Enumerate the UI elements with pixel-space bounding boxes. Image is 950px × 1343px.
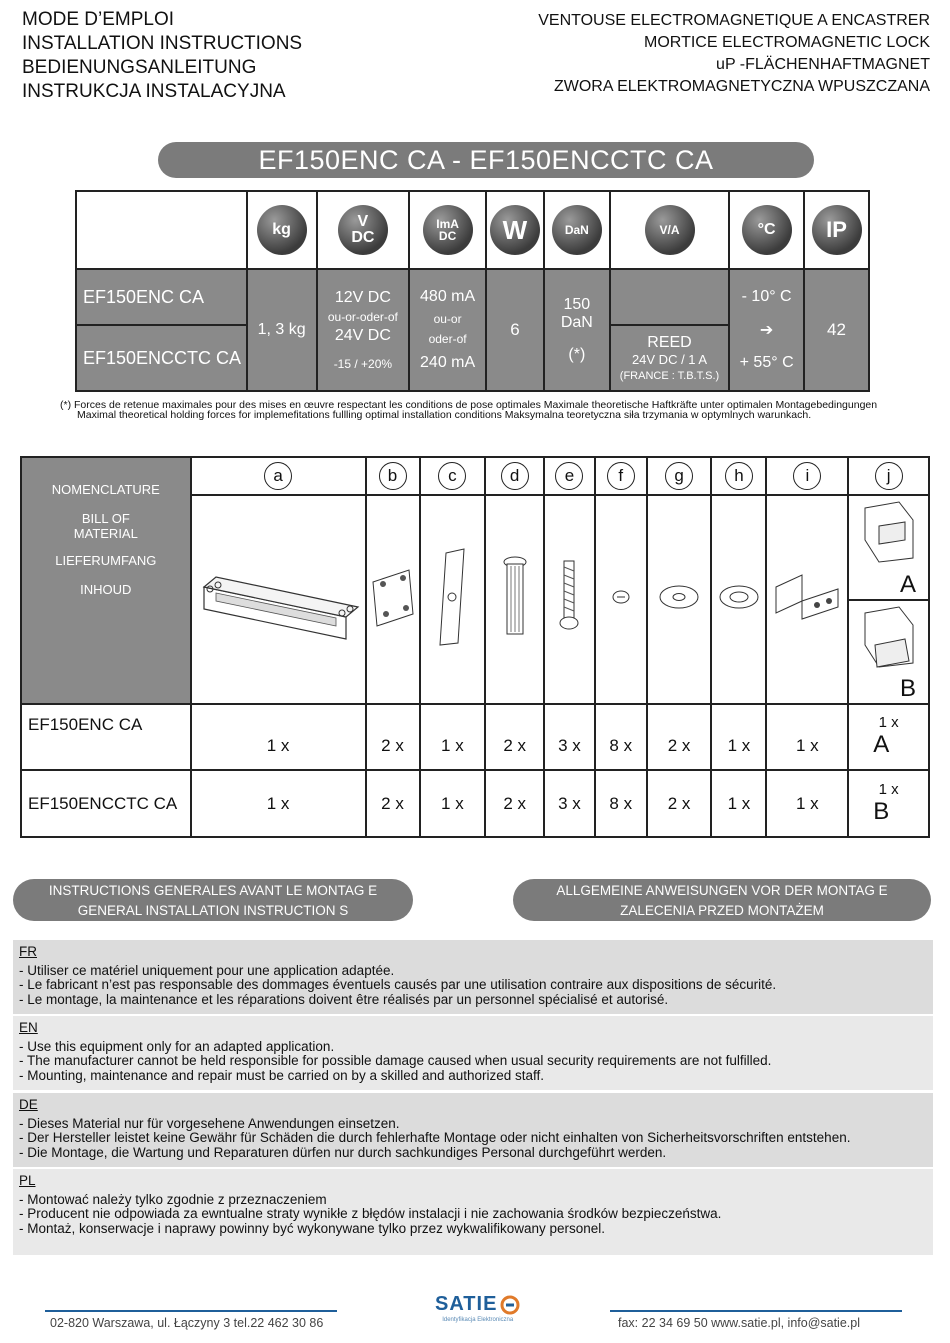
magnet-body-icon: [196, 547, 361, 647]
bom-model: EF150ENC CA: [21, 704, 191, 771]
instruction-line: - Mounting, maintenance and repair must be carried on by a skilled and authorized staff.: [19, 1067, 545, 1083]
part-d-drawing: [485, 495, 544, 703]
item-letter: i: [793, 462, 821, 490]
footer-line-right: [610, 1310, 902, 1312]
instruction-line: - Dieses Material nur für vorgesehene Anwendungen einsetzen.: [19, 1115, 400, 1131]
qty-cell: 1 x: [711, 704, 766, 771]
header-right: [538, 10, 930, 98]
model-name: EF150ENC CA: [76, 269, 247, 325]
qty-cell: 1 x: [191, 704, 366, 771]
instruction-line: - Use this equipment only for an adapted application.: [19, 1038, 335, 1054]
product-title: EF150ENC CA - EF150ENCCTC CA: [158, 142, 814, 178]
footnote: (*) Forces de retenue maximales pour des mises en œuvre respectant les conditions de pose optimales Maximale theoretische Haftkräfte unter optimalen Montagebedingungen: [60, 399, 878, 411]
small-screw-icon: [609, 585, 633, 609]
footer-contact: fax: 22 34 69 50 www.satie.pl, info@satie.pl: [618, 1316, 860, 1330]
qty-cell: 1 x: [766, 704, 848, 771]
lang-code: FR: [19, 944, 37, 959]
footer-line-left: [45, 1310, 337, 1312]
armature-icon: [432, 547, 472, 647]
plate-icon: [369, 562, 417, 632]
item-letter: h: [725, 462, 753, 490]
instructions-fr: [13, 940, 933, 1014]
instructions-pill-left: INSTRUCTIONS GENERALES AVANT LE MONTAG E GENERAL INSTALLATION INSTRUCTION S: [13, 879, 413, 921]
ip-icon: IP: [812, 205, 862, 255]
spec-header-blank: [76, 191, 247, 269]
logo-text: SATIE: [435, 1293, 498, 1315]
item-letter: c: [438, 462, 466, 490]
switch-icon: V/A: [645, 205, 695, 255]
qty-cell: 2 x: [485, 770, 544, 837]
bracket-icon: [772, 567, 842, 627]
instructions-pl: [13, 1169, 933, 1255]
screw-icon: [554, 557, 584, 637]
spec-voltage: 12V DC ou-or-oder-of 24V DC -15 / +20%: [317, 269, 410, 391]
qty-cell: 2 x: [647, 704, 712, 771]
satie-logo: [435, 1293, 520, 1323]
bom-labels: NOMENCLATURE BILL OF MATERIAL LIEFERUMFANG INHOUD: [21, 457, 191, 704]
part-e-drawing: [544, 495, 595, 703]
cover-icon: [859, 605, 919, 671]
spec-temperature: - 10° C ➔ + 55° C: [729, 269, 804, 391]
instruction-line: - Le montage, la maintenance et les réparations doivent être réalisés par un personnel spécialisé et autorisé.: [19, 991, 669, 1007]
washer-icon: [657, 582, 701, 612]
lang-code: PL: [19, 1173, 36, 1188]
footnote: Maximal theoretical holding forces for implemefitations fullling optimal installation conditions Maksymalna teoretyczna siła trzymania w optymlnych warunkach.: [77, 409, 812, 421]
qty-cell: 1 x: [420, 770, 486, 837]
spec-reed: REED 24V DC / 1 A (FRANCE : T.B.T.S.): [610, 325, 729, 391]
spec-power: 6: [486, 269, 544, 391]
sleeve-icon: [500, 552, 530, 642]
ring-icon: [717, 582, 761, 612]
part-j-variant-b: [848, 600, 929, 703]
part-c-drawing: [420, 495, 486, 703]
qty-cell: 2 x: [366, 770, 420, 837]
instruction-line: - Le fabricant n’est pas responsable des dommages éventuels causés par une utilisation contraire aux dispositions de sécurité.: [19, 977, 777, 992]
qty-cell: 3 x: [544, 770, 595, 837]
part-g-drawing: [647, 495, 712, 703]
temperature-icon: °C: [742, 205, 792, 255]
qty-cell: 1 x: [191, 770, 366, 837]
lang-code: EN: [19, 1020, 38, 1035]
instruction-line: - Montować należy tylko zgodnie z przeznaczeniem: [19, 1191, 327, 1207]
part-f-drawing: [595, 495, 647, 703]
qty-cell: 2 x: [485, 704, 544, 771]
model-name: EF150ENCCTC CA: [76, 325, 247, 391]
spec-weight: 1, 3 kg: [247, 269, 317, 391]
logo-tagline: Identyfikacja Elektroniczna: [442, 1317, 514, 1323]
j-qty-cell: 1 x A: [848, 704, 929, 771]
variant-letter: A: [899, 571, 916, 599]
qty-cell: 2 x: [647, 770, 712, 837]
header-left-line: BEDIENUNGSANLEITUNG: [22, 57, 257, 78]
j-qty-cell: 1 x B: [848, 770, 929, 837]
bill-of-material-table: [20, 456, 930, 838]
spec-ip: 42: [804, 269, 869, 391]
header-left: [22, 8, 302, 104]
force-icon: DaN: [552, 205, 602, 255]
variant-letter: B: [899, 674, 916, 702]
footer-address: 02-820 Warszawa, ul. Łączyny 3 tel.22 462 30 86: [50, 1316, 324, 1330]
voltage-icon: V DC: [338, 205, 388, 255]
spec-force: 150 DaN (*): [544, 269, 610, 391]
qty-cell: 2 x: [366, 704, 420, 771]
part-i-drawing: [766, 495, 848, 703]
item-letter: b: [379, 462, 407, 490]
instruction-line: - Montaż, konserwacje i naprawy powinny być wykonywane tylko przez wykwalifikowany personel.: [19, 1220, 605, 1236]
qty-cell: 1 x: [420, 704, 486, 771]
item-letter: e: [555, 462, 583, 490]
header-left-line: INSTALLATION INSTRUCTIONS: [22, 33, 303, 54]
spec-reed-blank: [610, 269, 729, 325]
part-j-variant-a: [848, 495, 929, 600]
header-right-line: uP -FLÄCHENHAFTMAGNET: [716, 56, 930, 73]
item-letter: a: [264, 462, 292, 490]
instructions-de: [13, 1093, 933, 1167]
spec-current: 480 mA ou-or oder-of 240 mA: [409, 269, 486, 391]
power-icon: W: [490, 205, 540, 255]
item-letter: f: [607, 462, 635, 490]
instructions-pill-right: ALLGEMEINE ANWEISUNGEN VOR DER MONTAG E ZALECENIA PRZED MONTAŻEM: [513, 879, 931, 921]
lang-code: DE: [19, 1097, 38, 1112]
qty-cell: 1 x: [766, 770, 848, 837]
item-letter: g: [665, 462, 693, 490]
instruction-line: - Utiliser ce matériel uniquement pour une application adaptée.: [19, 962, 395, 978]
part-b-drawing: [366, 495, 420, 703]
header-right-line: VENTOUSE ELECTROMAGNETIQUE A ENCASTRER: [538, 12, 930, 29]
instruction-line: - Die Montage, die Wartung und Reparaturen dürfen nur durch sachkundiges Personal durchgeführt werden.: [19, 1144, 667, 1160]
qty-cell: 1 x: [711, 770, 766, 837]
logo-mark-icon: [500, 1295, 520, 1315]
spec-table: [75, 190, 870, 392]
instruction-line: - Der Hersteller leistet keine Gewähr für Schäden die durch fehlerhafte Montage oder nicht einhalten von Sicherheitsvorschriften entstehen.: [19, 1130, 851, 1145]
weight-icon: kg: [257, 205, 307, 255]
item-letter: d: [501, 462, 529, 490]
qty-cell: 8 x: [595, 704, 647, 771]
header-right-line: MORTICE ELECTROMAGNETIC LOCK: [644, 34, 930, 51]
bom-model: EF150ENCCTC CA: [21, 770, 191, 837]
part-h-drawing: [711, 495, 766, 703]
item-letter: j: [875, 462, 903, 490]
current-icon: ImA DC: [423, 205, 473, 255]
qty-cell: 8 x: [595, 770, 647, 837]
header-right-line: ZWORA ELEKTROMAGNETYCZNA WPUSZCZANA: [553, 78, 930, 95]
part-a-drawing: [191, 495, 366, 703]
header-left-line: INSTRUKCJA INSTALACYJNA: [22, 81, 286, 102]
cover-icon: [859, 500, 919, 564]
qty-cell: 3 x: [544, 704, 595, 771]
instructions-en: [13, 1016, 933, 1090]
instruction-line: - Producent nie odpowiada za ewntualne straty wynikłe z błędów instalacji i nie zachowania środków bezpieczeństwa.: [19, 1206, 722, 1221]
instruction-line: - The manufacturer cannot be held responsible for possible damage caused when usual security requirements are not fulfilled.: [19, 1053, 772, 1068]
header-left-line: MODE D’EMPLOI: [22, 9, 175, 30]
